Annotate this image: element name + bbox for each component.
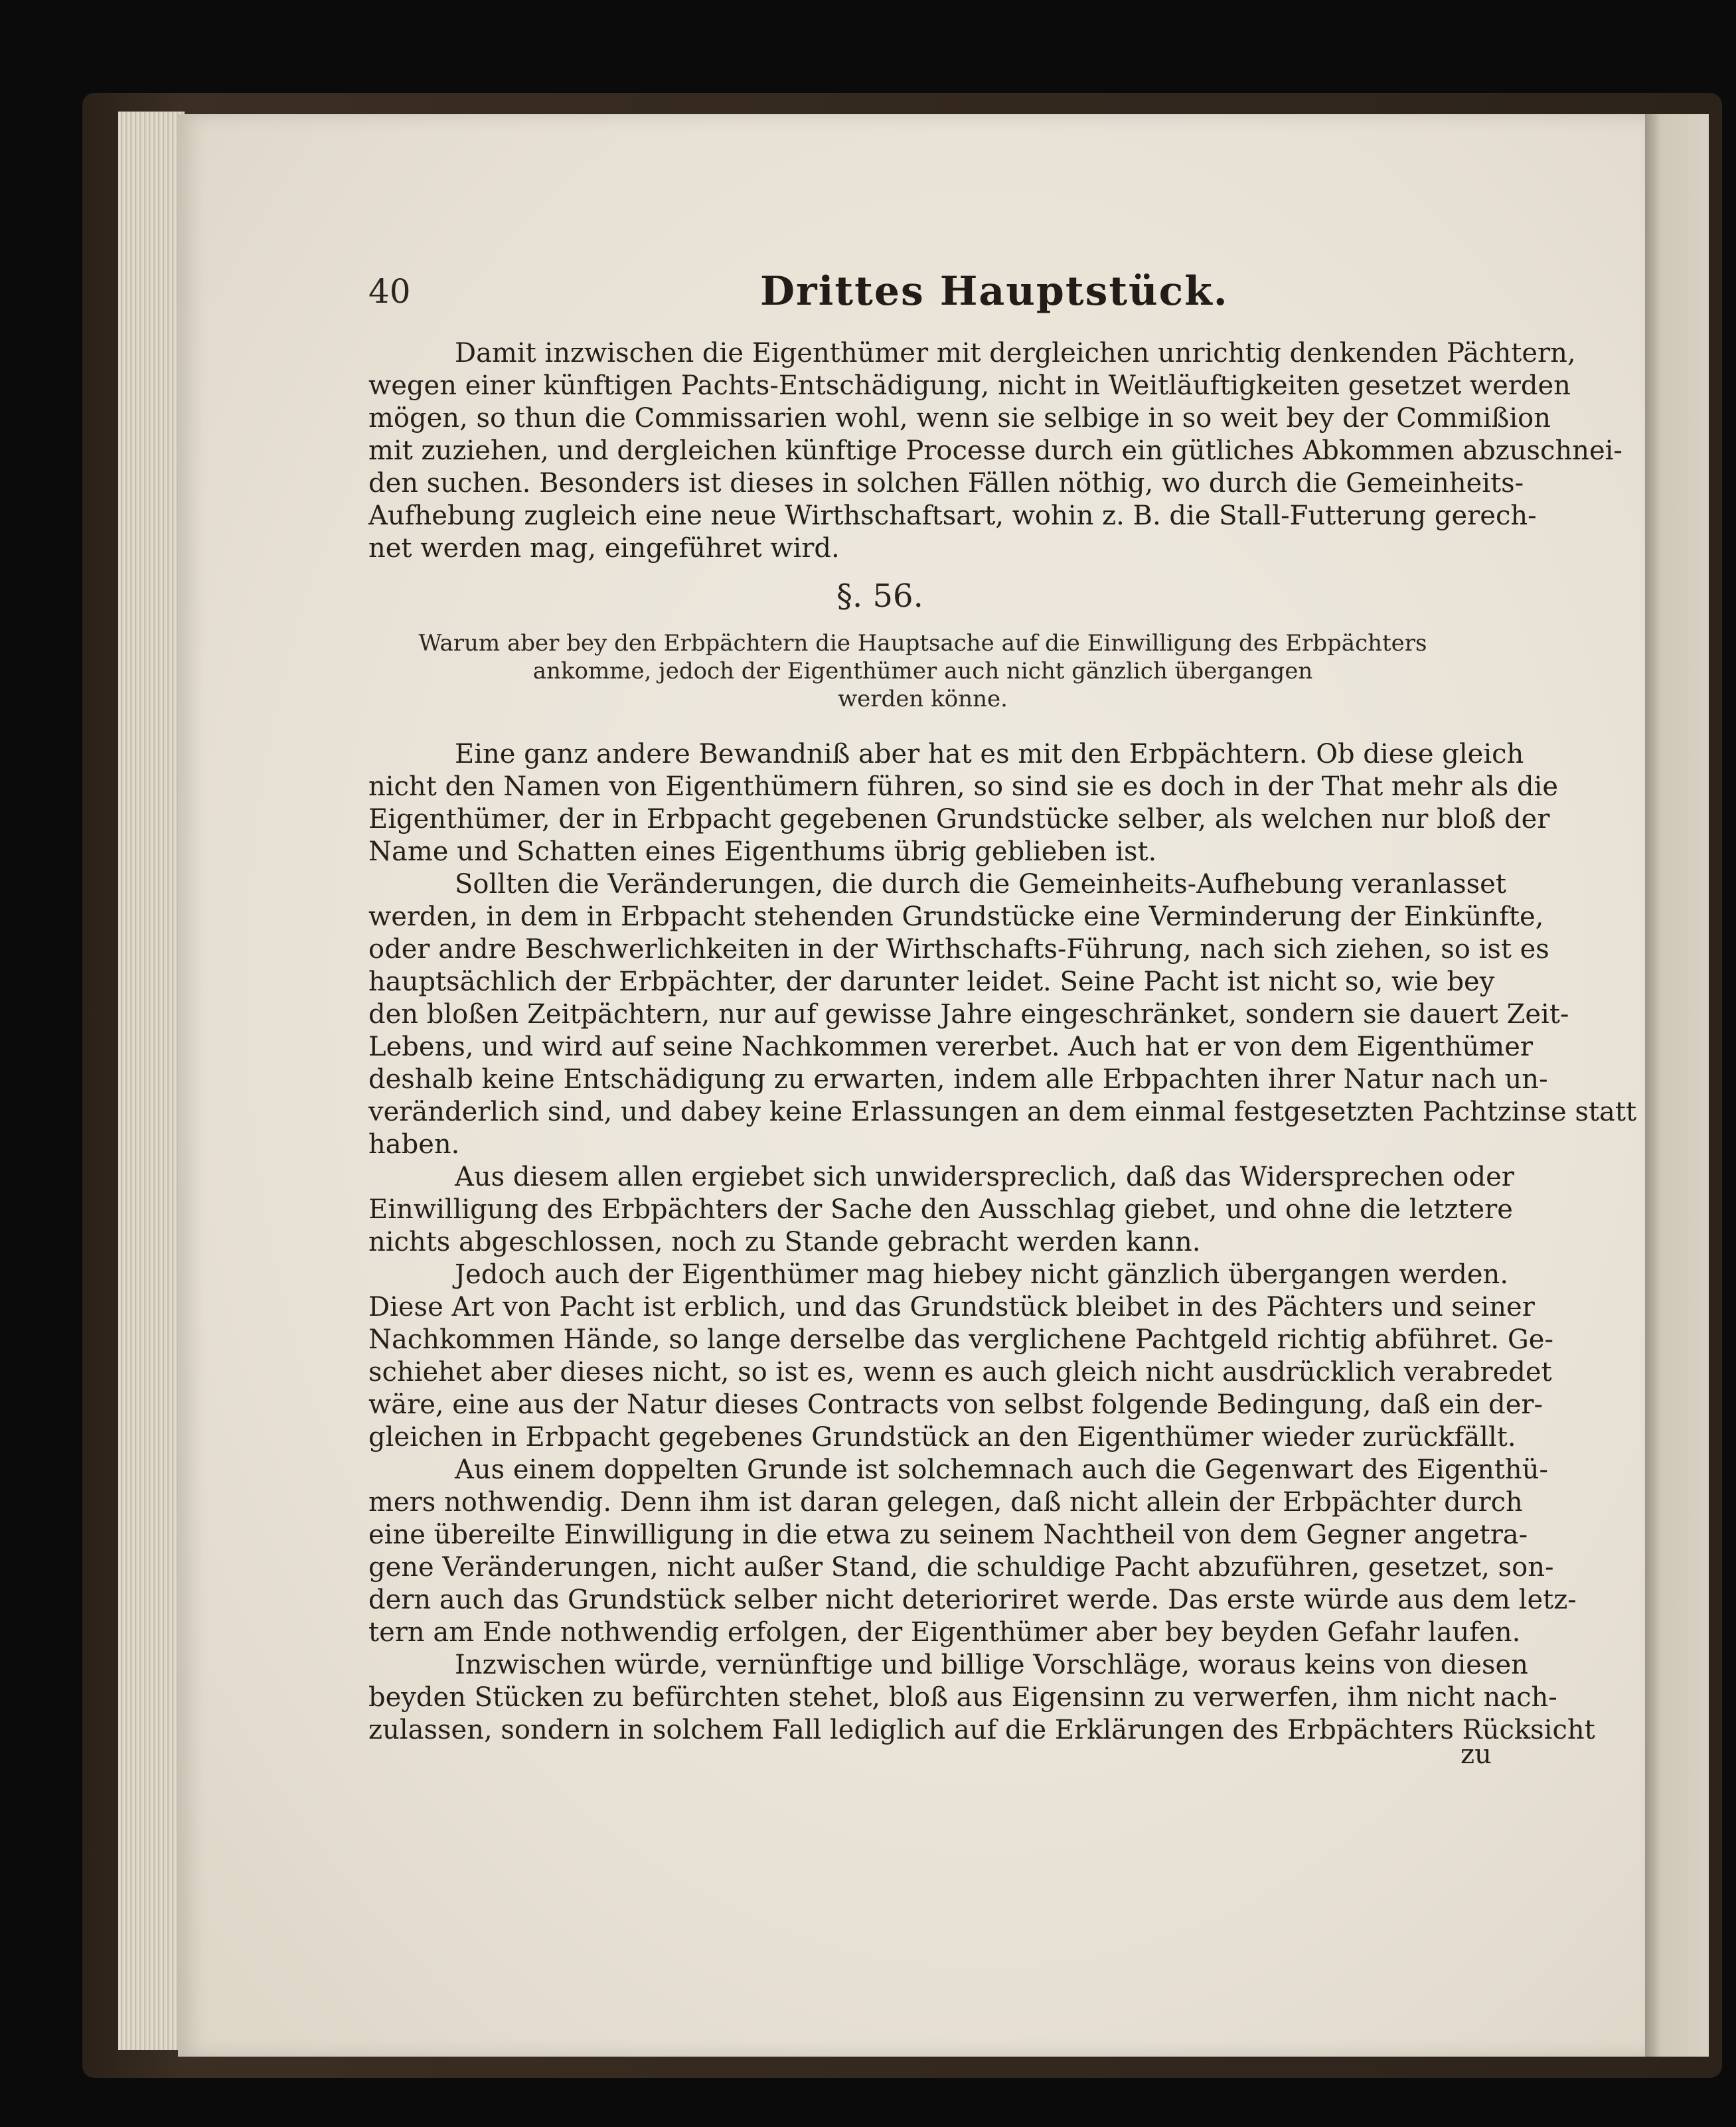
text-line: den suchen. Besonders ist dieses in solchen Fällen nöthig, wo durch die Gemeinheits- [368,468,1524,499]
text-line: dern auch das Grundstück selber nicht deterioriret werde. Das erste würde aus dem letz- [368,1585,1577,1615]
text-line: Inzwischen würde, vernünftige und billige Vorschläge, woraus keins von diesen [455,1650,1528,1680]
text-line: Name und Schatten eines Eigenthums übrig geblieben ist. [368,836,1157,867]
text-line: Aus diesem allen ergiebet sich unwiderspreclich, daß das Widersprechen oder [455,1162,1514,1192]
text-line: gleichen in Erbpacht gegebenes Grundstück an den Eigenthümer wieder zurückfällt. [368,1422,1516,1453]
text-line: eine übereilte Einwilligung in die etwa zu seinem Nachtheil von dem Gegner angetra- [368,1520,1528,1550]
text-line: Diese Art von Pacht ist erblich, und das Grundstück bleibet in des Pächters und seiner [368,1292,1535,1322]
page-edges [118,112,185,2050]
text-line: nichts abgeschlossen, noch zu Stande gebracht werden kann. [368,1227,1201,1257]
catchword: zu [1460,1739,1492,1770]
facing-page-edge [1645,114,1709,2057]
text-line: wäre, eine aus der Natur dieses Contracts von selbst folgende Bedingung, daß ein der- [368,1389,1543,1420]
section-number: §. 56. [836,578,923,615]
text-line: Damit inzwischen die Eigenthümer mit dergleichen unrichtig denkenden Pächtern, [455,338,1576,368]
text-line: mers nothwendig. Denn ihm ist daran gelegen, daß nicht allein der Erbpächter durch [368,1487,1523,1518]
text-line: beyden Stücken zu befürchten stehet, bloß aus Eigensinn zu verwerfen, ihm nicht nach- [368,1682,1557,1713]
text-line: oder andre Beschwerlichkeiten in der Wirthschafts-Führung, nach sich ziehen, so ist es [368,934,1549,965]
text-line: hauptsächlich der Erbpächter, der darunter leidet. Seine Pacht ist nicht so, wie bey [368,967,1495,997]
text-line: Einwilligung des Erbpächters der Sache den Ausschlag giebet, und ohne die letztere [368,1194,1513,1225]
text-line: mögen, so thun die Commissarien wohl, wenn sie selbige in so weit bey der Commißion [368,403,1551,433]
text-line: werden, in dem in Erbpacht stehenden Grundstücke eine Verminderung der Einkünfte, [368,902,1544,932]
text-line: Eigenthümer, der in Erbpacht gegebenen Grundstücke selber, als welchen nur bloß der [368,804,1550,834]
text-line: schiehet aber dieses nicht, so ist es, wenn es auch gleich nicht ausdrücklich verabredet [368,1357,1552,1387]
text-line: zulassen, sondern in solchem Fall lediglich auf die Erklärungen des Erbpächters Rücksicht [368,1715,1595,1745]
text-line: veränderlich sind, und dabey keine Erlassungen an dem einmal festgesetzten Pachtzinse statt [368,1097,1637,1127]
text-line: Aus einem doppelten Grunde ist solchemnach auch die Gegenwart des Eigenthü- [455,1455,1548,1485]
page-number: 40 [368,272,411,311]
text-line: den bloßen Zeitpächtern, nur auf gewisse Jahre eingeschränket, sondern sie dauert Zeit- [368,999,1569,1030]
text-line: Jedoch auch der Eigenthümer mag hiebey nicht gänzlich übergangen werden. [455,1259,1509,1290]
text-line: mit zuziehen, und dergleichen künftige Processe durch ein gütliches Abkommen abzuschnei- [368,435,1622,466]
running-head [368,268,1497,319]
summary-line: Warum aber bey den Erbpächtern die Hauptsache auf die Einwilligung des Erbpächters [418,630,1427,657]
summary-line: werden könne. [838,686,1008,712]
text-line: net werden mag, eingeführet wird. [368,533,840,564]
text-line: Lebens, und wird auf seine Nachkommen vererbet. Auch hat er von dem Eigenthümer [368,1032,1533,1062]
text-line: Eine ganz andere Bewandniß aber hat es mit den Erbpächtern. Ob diese gleich [455,739,1524,769]
text-line: wegen einer künftigen Pachts-Entschädigung, nicht in Weitläuftigkeiten gesetzet werden [368,370,1571,401]
summary-line: ankomme, jedoch der Eigenthümer auch nicht gänzlich übergangen [532,658,1313,684]
text-line: nicht den Namen von Eigenthümern führen, so sind sie es doch in der That mehr als die [368,771,1559,802]
text-line: Aufhebung zugleich eine neue Wirthschaftsart, wohin z. B. die Stall-Futterung gerech- [368,501,1537,531]
section-summary [398,629,1447,713]
text-line: Sollten die Veränderungen, die durch die Gemeinheits-Aufhebung veranlasset [455,869,1506,900]
text-line: deshalb keine Entschädigung zu erwarten, indem alle Erbpachten ihrer Natur nach un- [368,1064,1548,1095]
text-line: Nachkommen Hände, so lange derselbe das verglichene Pachtgeld richtig abführet. Ge- [368,1324,1553,1355]
paragraph-block-1 [368,337,1622,565]
text-line: gene Veränderungen, nicht außer Stand, die schuldige Pacht abzuführen, gesetzet, son- [368,1552,1554,1583]
chapter-title: Drittes Hauptstück. [760,268,1229,315]
text-line: tern am Ende nothwendig erfolgen, der Eigenthümer aber bey beyden Gefahr laufen. [368,1617,1521,1648]
paragraph-block-2 [368,738,1637,1747]
text-line: haben. [368,1129,460,1160]
